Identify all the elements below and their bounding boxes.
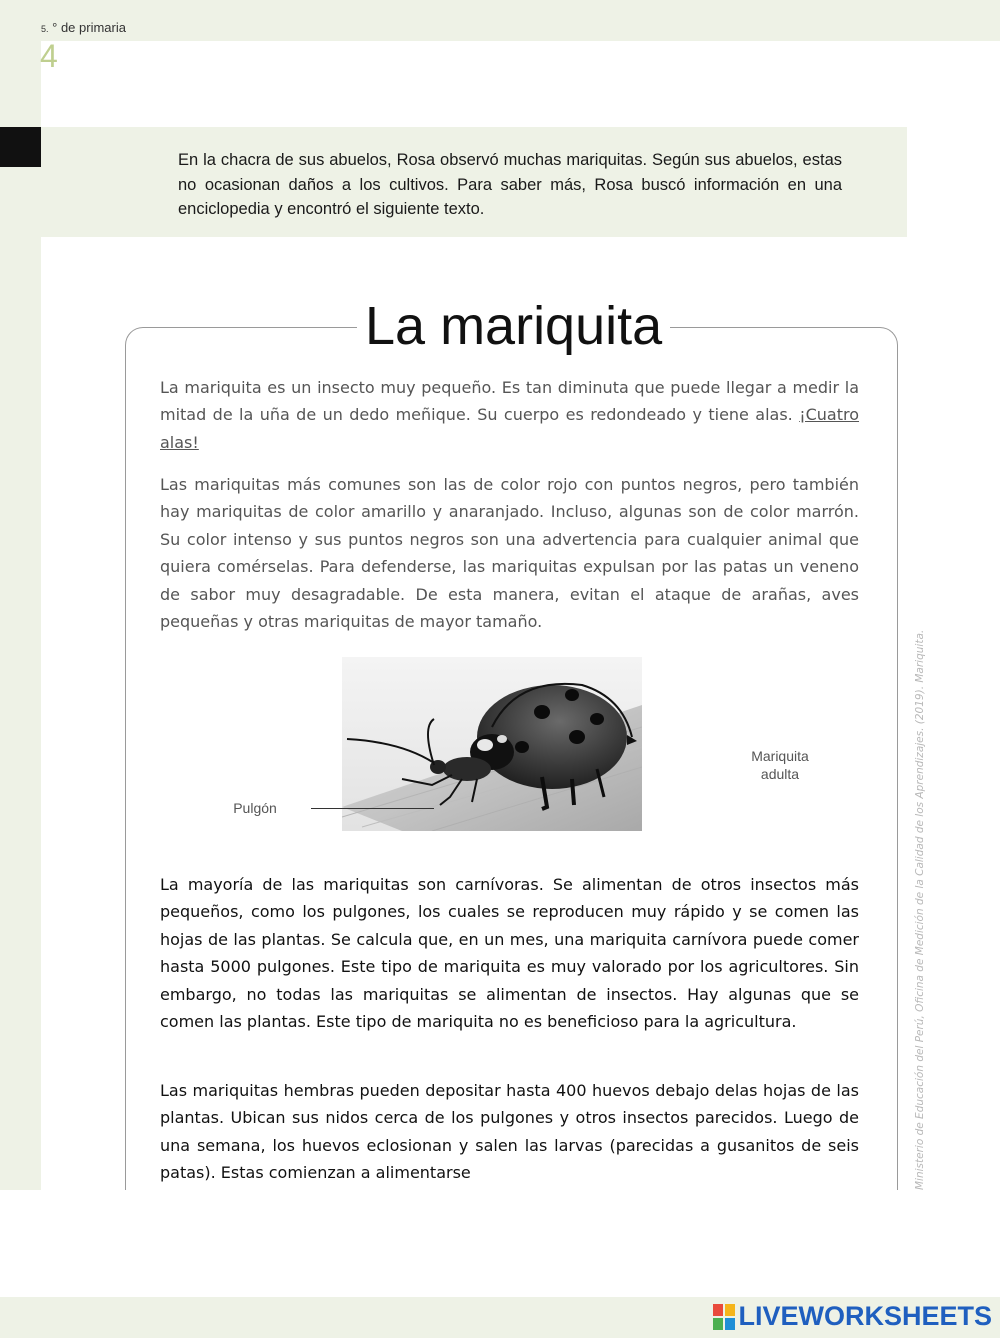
intro-text: En la chacra de sus abuelos, Rosa observó muchas mariquitas. Según sus abuelos, estas no ocasionan daños a los cultivos. Para saber más, Rosa buscó información en una enciclopedia y encontró el siguiente texto. — [178, 151, 842, 218]
article-paragraph-3: La mayoría de las mariquitas son carnívoras. Se alimentan de otros insectos más pequeños, como los pulgones, los cuales se reproducen muy rápido y se comen las hojas de las plantas. Se calcula que, en un mes, una mariquita carnívora puede comer hasta 5000 pulgones. Este tipo de mariquita es muy valorado por los agricultores. Sin embargo, no todas las mariquitas se alimentan de insectos. Hay algunas que se comen las plantas. Este tipo de mariquita no es beneficioso para la agricultura. — [160, 875, 859, 1032]
section-tab-marker — [0, 127, 41, 167]
brand-name: LIVEWORKSHEETS — [738, 1301, 992, 1331]
liveworksheets-brand[interactable] — [713, 1301, 992, 1332]
article-title: La mariquita — [357, 294, 670, 358]
source-credit: Ministerio de Educación del Perú, Oficina de Medición de la Calidad de los Aprendizajes. (2019). Mariquita. — [914, 629, 926, 1190]
grade-text: ° de primaria — [52, 20, 126, 35]
paragraph-1-text: La mariquita es un insecto muy pequeño. Es tan diminuta que puede llegar a medir la mitad de la uña de un dedo meñique. Su cuerpo es redondeado y tiene alas. — [160, 378, 859, 425]
grade-label — [41, 20, 126, 35]
label-adult-line-2: adulta — [760, 766, 800, 782]
label-aphid: Pulgón — [233, 800, 277, 816]
article-paragraph-2: Las mariquitas más comunes son las de color rojo con puntos negros, pero también hay mariquitas de color amarillo y anaranjado. Incluso, algunas son de color marrón. Su color intenso y sus puntos negros son una advertencia para cualquier animal que quiera comérselas. Para defenderse, las mariquitas expulsan por las patas un veneno de sabor muy desagradable. De esta manera, evitan el ataque de arañas, aves pequeñas y otras mariquitas de mayor tamaño. — [160, 475, 859, 632]
page-number: 4 — [40, 38, 58, 74]
grade-prefix: 5. — [41, 24, 49, 34]
aphid-pointer-line — [311, 808, 434, 809]
label-adult-ladybug — [740, 747, 820, 783]
page-bottom-mask — [0, 1190, 1000, 1300]
ladybug-aphid-illustration — [342, 657, 642, 831]
ladybug-photo — [342, 657, 642, 831]
article-paragraph-4: Las mariquitas hembras pueden depositar hasta 400 huevos debajo delas hojas de las plantas. Ubican sus nidos cerca de los pulgones y otros insectos parecidos. Luego de una semana, los huevos eclosionan y salen las larvas (parecidas a gusanitos de seis patas). Estas comienzan a alimentarse — [160, 1081, 859, 1183]
paragraph-1-emphasis: ¡Cuatro alas! — [160, 405, 860, 452]
article-paragraph-1 — [160, 374, 859, 456]
label-adult-line-1: Mariquita — [751, 748, 809, 764]
liveworksheets-logo-icon — [713, 1304, 735, 1330]
